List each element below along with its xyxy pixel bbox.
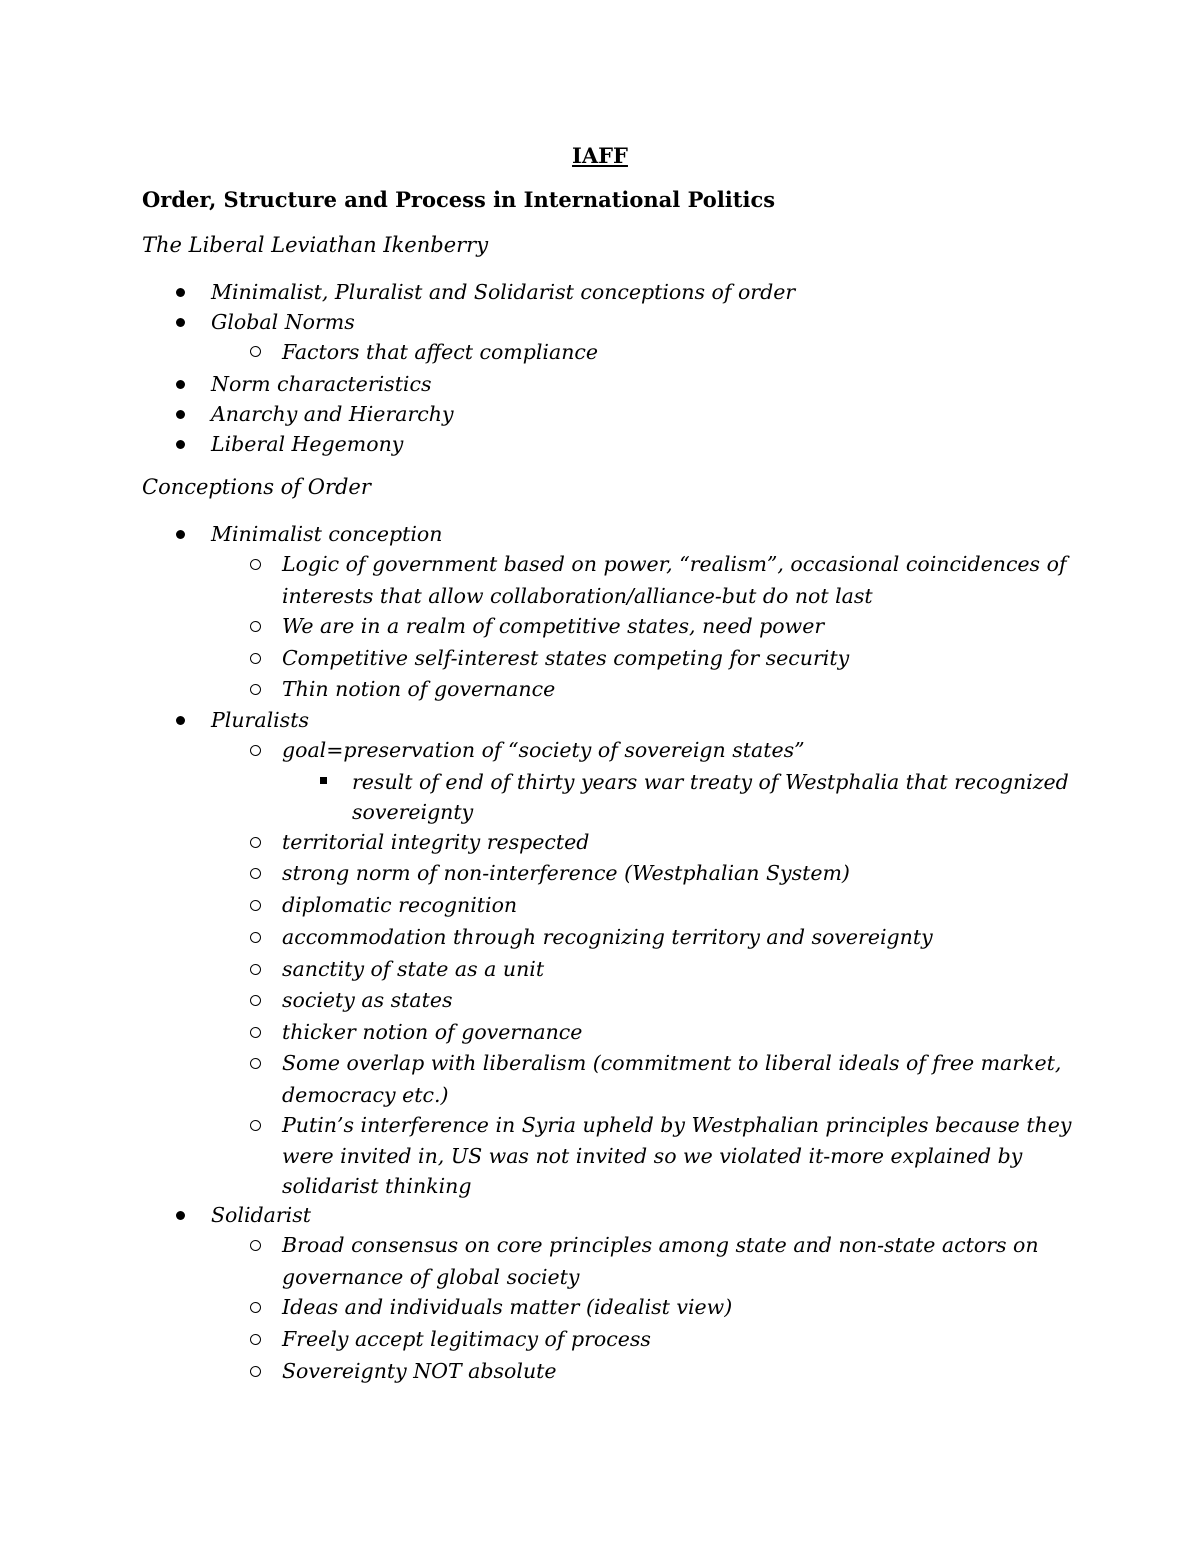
list-item: Anarchy and Hierarchy [211,402,454,426]
list-item-continuation: were invited in, US was not invited so we violated it-more explained by [282,1144,1023,1168]
list-item-continuation: governance of global society [282,1265,580,1289]
section-heading: Order, Structure and Process in International Politics [142,187,776,212]
list-item: Global Norms [211,310,355,334]
circle-bullet-icon [250,653,261,664]
list-item: Factors that affect compliance [282,340,599,364]
circle-bullet-icon [250,684,261,695]
square-bullet-icon [320,777,327,784]
circle-bullet-icon [250,868,261,879]
list-item: accommodation through recognizing territory and sovereignty [282,925,933,949]
circle-bullet-icon [250,932,261,943]
list-item: Ideas and individuals matter (idealist view) [282,1295,733,1319]
circle-bullet-icon [250,1120,261,1131]
document-title: IAFF [572,143,628,168]
list-item: Putin’s interference in Syria upheld by Westphalian principles because they [282,1113,1072,1137]
list-item: Logic of government based on power, “realism”, occasional coincidences of [282,552,1067,576]
list-item: Minimalist conception [211,522,443,546]
bullet-icon [176,716,185,725]
subheading-liberal-leviathan: The Liberal Leviathan Ikenberry [142,233,489,257]
circle-bullet-icon [250,900,261,911]
list-item: Liberal Hegemony [211,432,404,456]
bullet-icon [176,318,185,327]
circle-bullet-icon [250,1058,261,1069]
list-item: Freely accept legitimacy of process [282,1327,651,1351]
bullet-icon [176,530,185,539]
list-item-continuation: sovereignty [352,800,474,824]
list-item: Some overlap with liberalism (commitment to liberal ideals of free market, [282,1051,1062,1075]
bullet-icon [176,410,185,419]
circle-bullet-icon [250,346,261,357]
circle-bullet-icon [250,1240,261,1251]
circle-bullet-icon [250,1302,261,1313]
bullet-icon [176,1211,185,1220]
list-item: We are in a realm of competitive states, need power [282,614,825,638]
list-item: Competitive self-interest states competing for security [282,646,850,670]
list-item: strong norm of non-interference (Westphalian System) [282,861,850,885]
list-item-continuation: interests that allow collaboration/alliance-but do not last [282,584,873,608]
list-item: Thin notion of governance [282,677,556,701]
list-item: society as states [282,988,453,1012]
list-item: sanctity of state as a unit [282,957,545,981]
circle-bullet-icon [250,559,261,570]
list-item: Norm characteristics [211,372,432,396]
circle-bullet-icon [250,1366,261,1377]
circle-bullet-icon [250,621,261,632]
list-item: Solidarist [211,1203,311,1227]
circle-bullet-icon [250,1027,261,1038]
circle-bullet-icon [250,995,261,1006]
bullet-icon [176,288,185,297]
circle-bullet-icon [250,745,261,756]
list-item: Sovereignty NOT absolute [282,1359,557,1383]
list-item: thicker notion of governance [282,1020,583,1044]
list-item: diplomatic recognition [282,893,518,917]
list-item: Pluralists [211,708,309,732]
list-item: Broad consensus on core principles among state and non-state actors on [282,1233,1039,1257]
list-item-continuation: democracy etc.) [282,1083,449,1107]
circle-bullet-icon [250,837,261,848]
bullet-icon [176,440,185,449]
list-item: result of end of thirty years war treaty of Westphalia that recognized [352,770,1069,794]
list-item: goal=preservation of “society of sovereign states” [282,738,805,762]
list-item: Minimalist, Pluralist and Solidarist conceptions of order [211,280,796,304]
circle-bullet-icon [250,1334,261,1345]
bullet-icon [176,380,185,389]
subheading-conceptions-of-order: Conceptions of Order [142,475,371,499]
circle-bullet-icon [250,964,261,975]
list-item: territorial integrity respected [282,830,590,854]
list-item-continuation: solidarist thinking [282,1174,472,1198]
